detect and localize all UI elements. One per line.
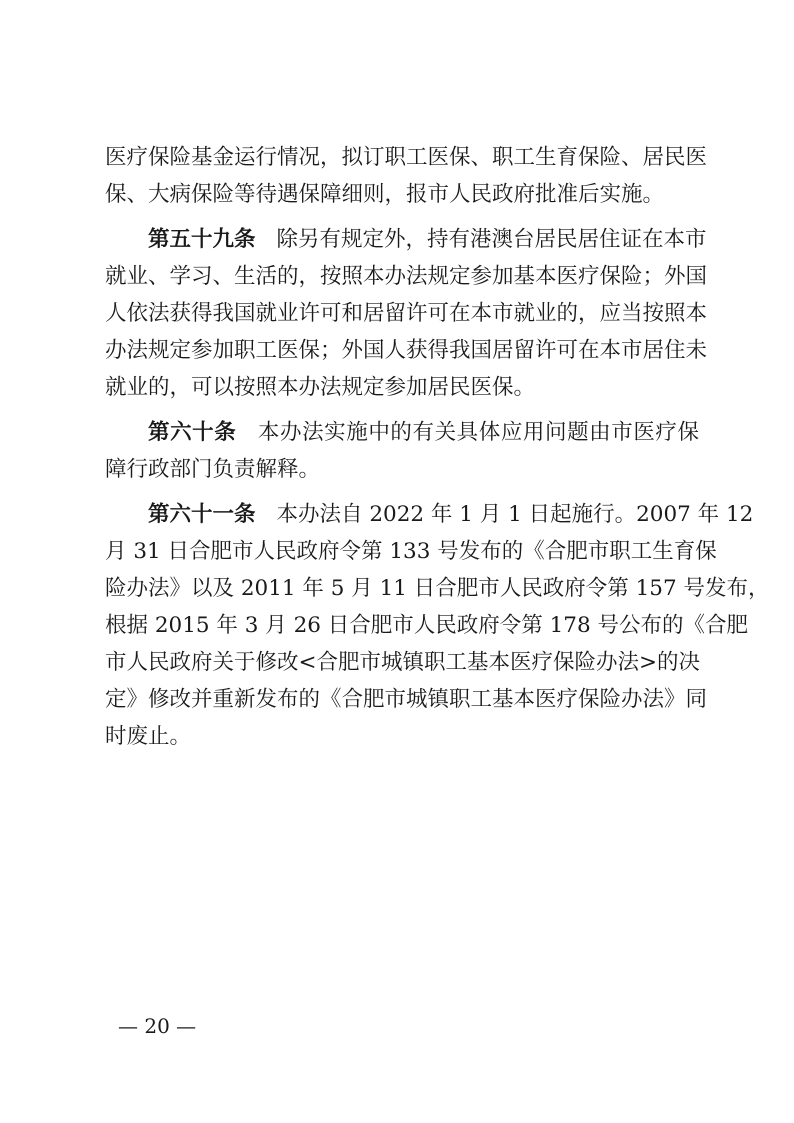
paragraph-line: 障行政部门负责解释。 [105, 457, 321, 482]
paragraph-line: 保、大病保险等待遇保障细则，报市人民政府批准后实施。 [105, 182, 665, 207]
page-number: — 20 — [118, 1014, 197, 1038]
paragraph-line: 办法规定参加职工医保；外国人获得我国居留许可在本市居住未 [105, 338, 708, 363]
article-heading: 第六十条 [148, 420, 237, 445]
article-text: 本办法自 2022 年 1 月 1 日起施行。2007 年 12 [276, 502, 754, 527]
paragraph-line: 时废止。 [105, 724, 192, 749]
paragraph-line: 市人民政府关于修改<合肥市城镇职工基本医疗保险办法>的决 [105, 650, 701, 675]
paragraph-line: 险办法》以及 2011 年 5 月 11 日合肥市人民政府令第 157 号发布， [105, 576, 770, 601]
paragraph-line: 就业的，可以按照本办法规定参加居民医保。 [105, 375, 536, 400]
paragraph-line: 人依法获得我国就业许可和居留许可在本市就业的，应当按照本 [105, 301, 708, 326]
article-heading: 第五十九条 [148, 227, 256, 252]
article-text: 除另有规定外，持有港澳台居民居住证在本市 [276, 227, 707, 252]
paragraph-line: 医疗保险基金运行情况，拟订职工医保、职工生育保险、居民医 [105, 145, 708, 170]
paragraph-line: 定》修改并重新发布的《合肥市城镇职工基本医疗保险办法》同 [105, 687, 708, 712]
paragraph-line: 根据 2015 年 3 月 26 日合肥市人民政府令第 178 号公布的《合肥 [105, 613, 748, 638]
article-text: 本办法实施中的有关具体应用问题由市医疗保 [257, 420, 699, 445]
article-60-first-line [148, 418, 699, 448]
article-59-first-line [148, 225, 707, 255]
paragraph-line: 月 31 日合肥市人民政府令第 133 号发布的《合肥市职工生育保 [105, 539, 717, 564]
article-heading: 第六十一条 [148, 502, 256, 527]
paragraph-line: 就业、学习、生活的，按照本办法规定参加基本医疗保险；外国 [105, 264, 708, 289]
article-61-first-line [148, 500, 754, 530]
